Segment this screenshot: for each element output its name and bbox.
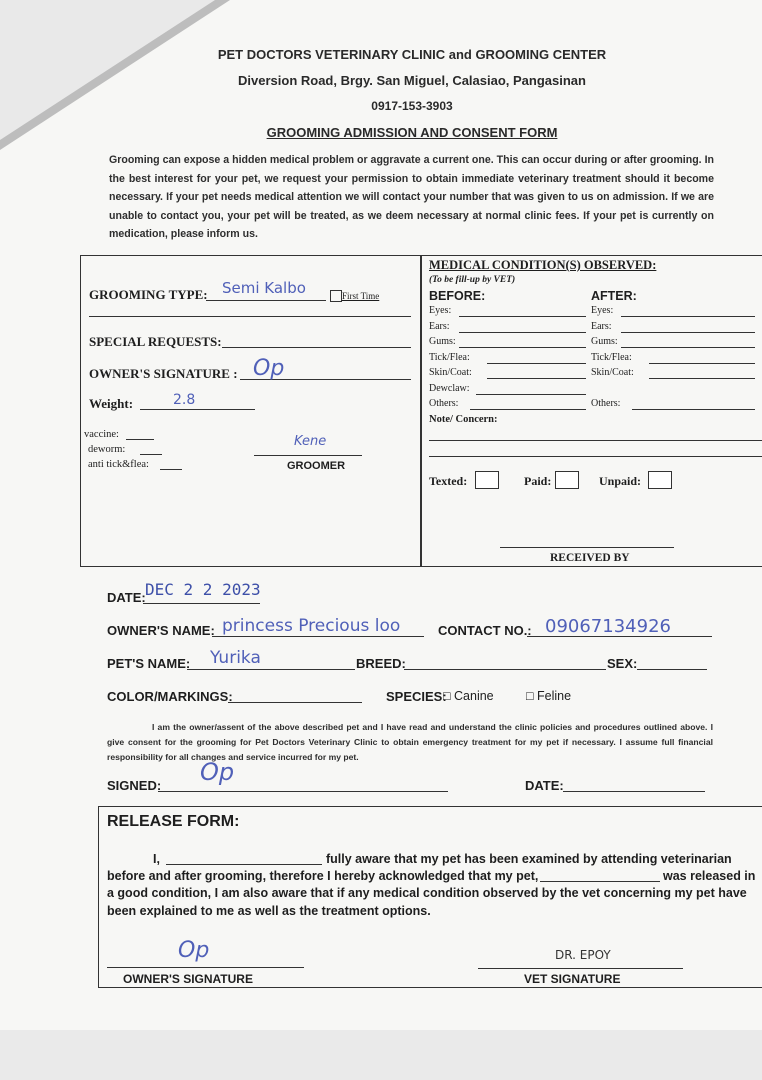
- date-line: [143, 603, 260, 604]
- vet-signature-value[interactable]: DR. EPOY: [555, 948, 611, 962]
- consent-paragraph: I am the owner/assent of the above described pet and I have read and understand the clinic policies and procedures outlined above. I give consent for the grooming for Pet Doctors Veterinary Clinic to obtain emergency treatment for my pet if necessary. I assume full financial responsibility for all changes and service incurred for my pet.: [107, 722, 713, 762]
- note-line-2[interactable]: [429, 456, 762, 457]
- contact-label: CONTACT NO.:: [438, 623, 532, 638]
- grooming-type-line2: [89, 316, 411, 317]
- vet-sig-line: [478, 968, 683, 969]
- color-markings-label: COLOR/MARKINGS:: [107, 689, 233, 704]
- before-item-label: Dewclaw:: [429, 382, 470, 394]
- release-i-label: I,: [153, 852, 160, 866]
- before-item-line[interactable]: [459, 332, 586, 333]
- before-item-line[interactable]: [459, 316, 586, 317]
- before-item-label: Tick/Flea:: [429, 351, 470, 363]
- signed-value[interactable]: Op: [200, 758, 235, 786]
- feline-option[interactable]: □ Feline: [526, 689, 572, 703]
- after-item-line[interactable]: [621, 316, 755, 317]
- owner-signature-value[interactable]: Op: [253, 356, 285, 381]
- date-label: DATE:: [107, 590, 146, 605]
- before-item-label: Eyes:: [429, 305, 452, 316]
- after-item-label: Tick/Flea:: [591, 351, 632, 363]
- after-item-label: Eyes:: [591, 305, 614, 316]
- vaccine-line: [126, 439, 154, 440]
- note-label: Note/ Concern:: [429, 414, 498, 425]
- weight-line: [140, 409, 255, 410]
- before-item-line[interactable]: [459, 347, 586, 348]
- release-owner-sig-label: OWNER'S SIGNATURE: [123, 972, 253, 986]
- deworm-label: deworm:: [88, 444, 126, 455]
- after-item-line[interactable]: [649, 378, 755, 379]
- after-item-line[interactable]: [621, 347, 755, 348]
- before-item-line[interactable]: [470, 409, 586, 410]
- after-item-label: Ears:: [591, 320, 612, 332]
- signed-label: SIGNED:: [107, 778, 162, 793]
- release-title: RELEASE FORM:: [107, 813, 240, 830]
- owner-name-value[interactable]: princess Precious loo: [222, 616, 401, 636]
- date-value[interactable]: DEC 2 2 2023: [145, 580, 261, 599]
- unpaid-checkbox[interactable]: [648, 471, 672, 489]
- species-label: SPECIES:: [386, 689, 447, 704]
- pet-name-label: PET'S NAME:: [107, 656, 191, 671]
- groomer-signature[interactable]: Kene: [294, 434, 327, 449]
- pet-name-line: [187, 669, 355, 670]
- weight-value[interactable]: 2.8: [173, 392, 196, 408]
- after-item-label: Gums:: [591, 336, 618, 347]
- groomer-line: [254, 455, 362, 456]
- after-item-line[interactable]: [649, 363, 755, 364]
- vet-sig-label: VET SIGNATURE: [524, 972, 621, 986]
- pet-name-value[interactable]: Yurika: [210, 648, 261, 668]
- medical-subtitle: (To be fill-up by VET): [429, 275, 516, 285]
- grooming-type-value[interactable]: Semi Kalbo: [222, 279, 306, 297]
- release-name-line[interactable]: [166, 864, 322, 865]
- weight-label: Weight:: [89, 396, 134, 411]
- release-line3: a good condition, I am also aware that if any medical condition observed by the vet concerning my pet have: [107, 886, 747, 900]
- release-line2a: before and after grooming, therefore I hereby acknowledged that my pet,: [107, 869, 539, 883]
- after-label: AFTER:: [591, 289, 637, 303]
- grooming-type-label: GROOMING TYPE:: [89, 287, 208, 302]
- release-owner-signature-value[interactable]: Op: [178, 938, 210, 963]
- paid-label: Paid:: [524, 474, 552, 488]
- grooming-type-line: [206, 300, 326, 301]
- medical-title: MEDICAL CONDITION(S) OBSERVED:: [429, 258, 657, 272]
- antitick-label: anti tick&flea:: [88, 459, 149, 470]
- vaccine-label: vaccine:: [84, 429, 119, 440]
- groomer-label: GROOMER: [287, 460, 346, 472]
- signed-date-label: DATE:: [525, 778, 564, 793]
- clinic-phone: 0917-153-3903: [371, 99, 453, 113]
- clinic-address: Diversion Road, Brgy. San Miguel, Calasiao, Pangasinan: [238, 73, 586, 88]
- special-requests-label: SPECIAL REQUESTS:: [89, 334, 222, 349]
- deworm-line: [140, 454, 162, 455]
- before-label: BEFORE:: [429, 289, 486, 303]
- first-time-label: First Time: [342, 291, 380, 301]
- note-line-1[interactable]: [429, 440, 762, 441]
- unpaid-label: Unpaid:: [599, 474, 642, 488]
- before-item-label: Gums:: [429, 336, 456, 347]
- clinic-name: PET DOCTORS VETERINARY CLINIC and GROOMING CENTER: [217, 47, 607, 62]
- antitick-line: [160, 469, 182, 470]
- owner-name-label: OWNER'S NAME:: [107, 623, 215, 638]
- owner-signature-label: OWNER'S SIGNATURE :: [89, 366, 238, 381]
- before-item-label: Ears:: [429, 320, 450, 332]
- owner-name-line: [212, 636, 424, 637]
- signed-date-line[interactable]: [563, 791, 705, 792]
- before-item-line[interactable]: [487, 363, 586, 364]
- texted-checkbox[interactable]: [475, 471, 499, 489]
- release-line4: been explained to me as well as the treatment options.: [107, 904, 431, 918]
- sex-line[interactable]: [637, 669, 707, 670]
- sex-label: SEX:: [607, 656, 638, 671]
- texted-label: Texted:: [429, 474, 468, 488]
- page-bottom-edge: [0, 1030, 762, 1080]
- signed-line: [158, 791, 448, 792]
- page-fold: [0, 0, 215, 140]
- release-line2b: was released in: [663, 869, 756, 883]
- release-line1: fully aware that my pet has been examined by attending veterinarian: [326, 852, 732, 866]
- after-item-line[interactable]: [621, 332, 755, 333]
- breed-line[interactable]: [404, 669, 606, 670]
- before-item-label: Others:: [429, 398, 459, 409]
- release-owner-sig-line: [107, 967, 304, 968]
- received-by-label: RECEIVED BY: [550, 552, 630, 564]
- before-item-line[interactable]: [476, 394, 586, 395]
- breed-label: BREED:: [356, 656, 406, 671]
- after-item-label: Others:: [591, 398, 621, 409]
- special-requests-line[interactable]: [222, 347, 411, 348]
- after-item-line[interactable]: [632, 409, 755, 410]
- after-item-label: Skin/Coat:: [591, 367, 634, 378]
- received-by-line[interactable]: [500, 547, 674, 548]
- color-markings-line[interactable]: [228, 702, 362, 703]
- canine-option[interactable]: □ Canine: [443, 689, 494, 703]
- first-time-checkbox[interactable]: [330, 290, 342, 302]
- intro-paragraph: Grooming can expose a hidden medical problem or aggravate a current one. This can occur during or after grooming. In the best interest for your pet, we request your permission to obtain immediate veterinary treatment should it become necessary. If your pet needs medical attention we will contact your number that was given to us on admission. If we are unable to contact you, your pet will be treated, as we deem necessary at normal clinic fees. If your pet is currently on medication, please inform us.: [109, 154, 714, 240]
- form-title: GROOMING ADMISSION AND CONSENT FORM: [266, 125, 558, 140]
- before-item-label: Skin/Coat:: [429, 367, 472, 378]
- release-pet-line[interactable]: [540, 881, 660, 882]
- paid-checkbox[interactable]: [555, 471, 579, 489]
- contact-value[interactable]: 09067134926: [545, 616, 671, 637]
- before-item-line[interactable]: [487, 378, 586, 379]
